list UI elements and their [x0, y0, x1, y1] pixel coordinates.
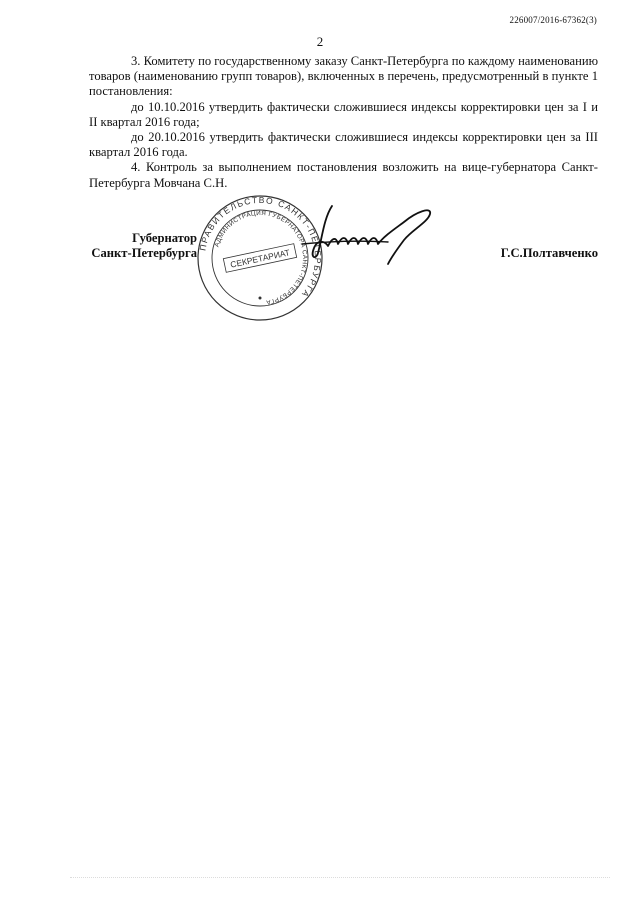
page-number: 2	[316, 34, 324, 49]
handwritten-signature	[292, 198, 442, 268]
seal-inner-text: АДМИНИСТРАЦИЯ ГУБЕРНАТОРА САНКТ-ПЕТЕРБУРГА	[213, 209, 309, 306]
paragraph-deadline-1: до 10.10.2016 утвердить фактически сложившиеся индексы корректировки цен за I и II квартал 2016 года;	[89, 99, 598, 129]
paragraph-item-3: 3. Комитету по государственному заказу Санкт-Петербурга по каждому наименованию товаров (наименованию групп товаров), включенных в перечень, предусмотренный в пункте 1 постановления:	[89, 54, 598, 99]
signatory-title-line1: Губернатор	[132, 231, 197, 245]
signatory-title	[89, 231, 197, 262]
document-id: 226007/2016-67362(3)	[509, 15, 597, 25]
paragraph-item-4: 4. Контроль за выполнением постановления возложить на вице-губернатора Санкт-Петербурга Мовчана С.Н.	[89, 160, 598, 190]
signature-block	[0, 0, 640, 320]
signatory-name: Г.С.Полтавченко	[500, 246, 598, 260]
seal-outer-text: ПРАВИТЕЛЬСТВО САНКТ-ПЕТЕРБУРГА	[197, 194, 324, 301]
seal-center-text: СЕКРЕТАРИАТ	[229, 247, 291, 270]
signatory-title-line2: Санкт-Петербурга	[91, 246, 197, 261]
scan-footer-artifacts	[70, 877, 610, 882]
paragraph-deadline-2: до 20.10.2016 утвердить фактически сложившиеся индексы корректировки цен за III квартал 2016 года.	[89, 130, 598, 160]
